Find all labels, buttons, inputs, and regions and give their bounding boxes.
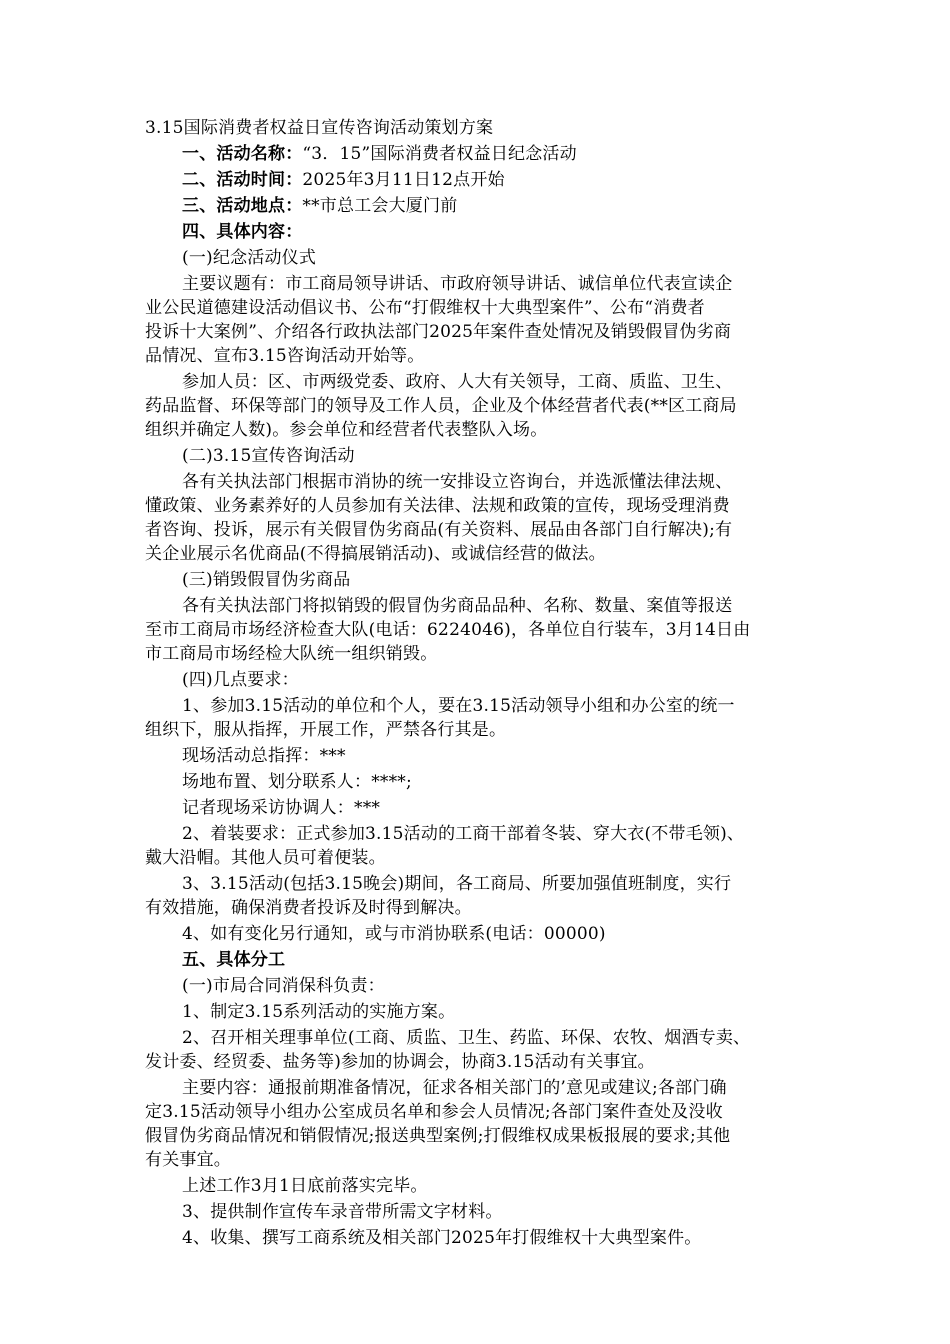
- subheading-consultation: (二)3.15宣传咨询活动: [182, 446, 355, 466]
- paragraph-line: 4、收集、撰写工商系统及相关部门2025年打假维权十大典型案件。: [182, 1228, 702, 1248]
- paragraph-line: 业公民道德建设活动倡议书、公布“打假维权十大典型案件”、公布“消费者: [145, 298, 705, 318]
- paragraph-line: 有效措施，确保消费者投诉及时得到解决。: [145, 898, 472, 918]
- subheading-contract-dept: (一)市局合同消保科负责：: [182, 976, 385, 996]
- paragraph-line: 记者现场采访协调人：***: [182, 798, 381, 818]
- paragraph-line: 上述工作3月1日底前落实完毕。: [182, 1176, 428, 1196]
- paragraph-line: 2、召开相关理事单位(工商、质监、卫生、药监、环保、农牧、烟酒专卖、: [182, 1028, 751, 1048]
- paragraph-line: 各有关执法部门根据市消协的统一安排设立咨询台，并选派懂法律法规、: [182, 472, 733, 492]
- paragraph-line: 2、着装要求：正式参加3.15活动的工商干部着冬装、穿大衣(不带毛领)、: [182, 824, 745, 844]
- paragraph-line: 至市工商局市场经济检查大队(电话：6224046)，各单位自行装车，3月14日由: [145, 620, 751, 640]
- section-heading-division: 五、具体分工: [182, 950, 286, 970]
- paragraph-line: 场地布置、划分联系人：****;: [182, 772, 412, 792]
- paragraph-line: 懂政策、业务素养好的人员参加有关法律、法规和政策的宣传，现场受理消费: [145, 496, 730, 516]
- paragraph-line: 参加人员：区、市两级党委、政府、人大有关领导，工商、质监、卫生、: [182, 372, 733, 392]
- paragraph-line: 市工商局市场经检大队统一组织销毁。: [145, 644, 438, 664]
- paragraph-line: 者咨询、投诉，展示有关假冒伪劣商品(有关资料、展品由各部门自行解决);有: [145, 520, 733, 540]
- section-activity-time: [182, 170, 505, 190]
- paragraph-line: 品情况、宣布3.15咨询活动开始等。: [145, 346, 425, 366]
- paragraph-line: 1、参加3.15活动的单位和个人，要在3.15活动领导小组和办公室的统一: [182, 696, 735, 716]
- paragraph-line: 定3.15活动领导小组办公室成员名单和参会人员情况;各部门案件查处及没收: [145, 1102, 723, 1122]
- paragraph-line: 4、如有变化另行通知，或与市消协联系(电话：00000): [182, 924, 606, 944]
- subheading-destroy: (三)销毁假冒伪劣商品: [182, 570, 351, 590]
- paragraph-line: 关企业展示名优商品(不得搞展销活动)、或诚信经营的做法。: [145, 544, 606, 564]
- section-heading-content: 四、具体内容：: [182, 222, 303, 242]
- paragraph-line: 投诉十大案例”、介绍各行政执法部门2025年案件查处情况及销毁假冒伪劣商: [145, 322, 732, 342]
- section-value: 2025年3月11日12点开始: [302, 170, 505, 190]
- paragraph-line: 主要议题有：市工商局领导讲话、市政府领导讲话、诚信单位代表宣读企: [182, 274, 733, 294]
- section-activity-name: [182, 144, 577, 164]
- paragraph-line: 组织下，服从指挥，开展工作，严禁各行其是。: [145, 720, 507, 740]
- document-title: 3.15国际消费者权益日宣传咨询活动策划方案: [145, 118, 494, 138]
- paragraph-line: 组织并确定人数)。参会单位和经营者代表整队入场。: [145, 420, 548, 440]
- subheading-requirements: (四)几点要求：: [182, 670, 299, 690]
- subheading-ceremony: (一)纪念活动仪式: [182, 248, 317, 268]
- paragraph-line: 主要内容：通报前期准备情况，征求各相关部门的’意见或建议;各部门确: [182, 1078, 727, 1098]
- section-heading: 一、活动名称：: [182, 144, 303, 164]
- section-activity-location: [182, 196, 457, 216]
- paragraph-line: 有关事宜。: [145, 1150, 231, 1170]
- paragraph-line: 假冒伪劣商品情况和销假情况;报送典型案例;打假维权成果板报展的要求;其他: [145, 1126, 731, 1146]
- paragraph-line: 药品监督、环保等部门的领导及工作人员，企业及个体经营者代表(**区工商局: [145, 396, 737, 416]
- paragraph-line: 戴大沿帽。其他人员可着便装。: [145, 848, 386, 868]
- section-value: “3．15”国际消费者权益日纪念活动: [302, 144, 577, 164]
- section-value: **市总工会大厦门前: [302, 196, 458, 216]
- paragraph-line: 现场活动总指挥：***: [182, 746, 346, 766]
- paragraph-line: 3、提供制作宣传车录音带所需文字材料。: [182, 1202, 503, 1222]
- paragraph-line: 各有关执法部门将拟销毁的假冒伪劣商品品种、名称、数量、案值等报送: [182, 596, 733, 616]
- paragraph-line: 3、3.15活动(包括3.15晚会)期间，各工商局、所要加强值班制度，实行: [182, 874, 732, 894]
- section-heading: 二、活动时间：: [182, 170, 303, 190]
- section-heading: 三、活动地点：: [182, 196, 303, 216]
- paragraph-line: 发计委、经贸委、盐务等)参加的协调会，协商3.15活动有关事宜。: [145, 1052, 655, 1072]
- paragraph-line: 1、制定3.15系列活动的实施方案。: [182, 1002, 456, 1022]
